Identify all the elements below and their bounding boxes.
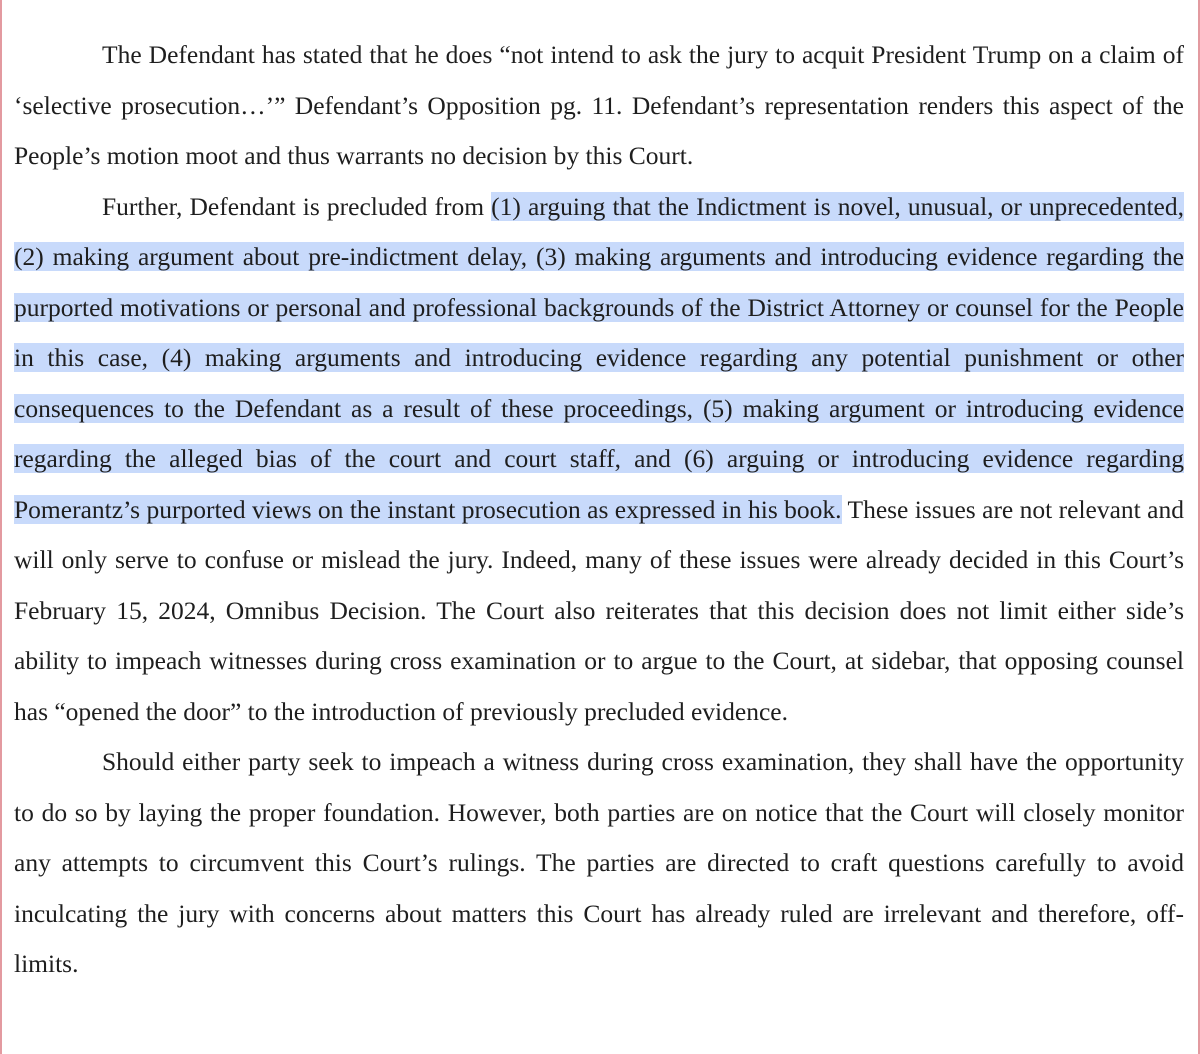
paragraph-impeachment [14, 737, 1184, 990]
paragraph-preclusions [14, 182, 1184, 738]
paragraph-text: The Defendant has stated that he does “not intend to ask the jury to acquit President Trump on a claim of ‘selective prosecution…’” Defendant’s Opposition pg. 11. Defendant’s representation renders this aspect of the People’s motion moot and thus warrants no decision by this Court. [14, 40, 1184, 170]
paragraph-text: Further, Defendant is precluded from [102, 191, 492, 221]
paragraph-text: These issues are not relevant and will only serve to confuse or mislead the jury. Indeed, many of these issues were already decided in this Court’s February 15, 2024, Omnibus Decision. The Court also reiterates that this decision does not limit either side’s ability to impeach witnesses during cross examination or to argue to the Court, at sidebar, that opposing counsel has “opened the door” to the introduction of previously precluded evidence. [14, 494, 1184, 726]
paragraph-text: Should either party seek to impeach a witness during cross examination, they shall have the opportunity to do so by laying the proper foundation. However, both parties are on notice that the Court will closely monitor any attempts to circumvent this Court’s rulings. The parties are directed to craft questions carefully to avoid inculcating the jury with concerns about matters this Court has already ruled are irrelevant and therefore, off-limits. [14, 747, 1184, 978]
paragraph-selective-prosecution [14, 30, 1184, 182]
document-body [14, 30, 1184, 990]
highlighted-text-selection[interactable]: (1) arguing that the Indictment is novel, unusual, or unprecedented, (2) making argument about pre-indictment delay, (3) making arguments and introducing evidence regarding the purported motivations or personal and professional backgrounds of the District Attorney or counsel for the People in this case, (4) making arguments and introducing evidence regarding any potential punishment or other consequences to the Defendant as a result of these proceedings, (5) making argument or introducing evidence regarding the alleged bias of the court and court staff, and (6) arguing or introducing evidence regarding Pomerantz’s purported views on the instant prosecution as expressed in his book. [14, 191, 1185, 524]
